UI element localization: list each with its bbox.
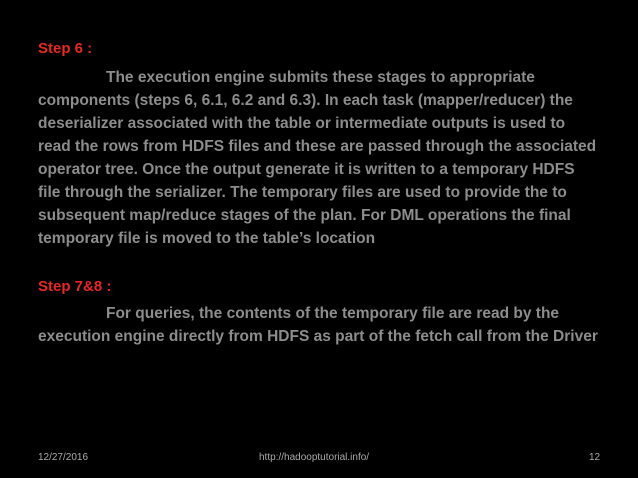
footer-url: http://hadooptutorial.info/ [259,452,370,463]
slide-number: 12 [589,452,601,463]
step-7-8-body: For queries, the contents of the temporary file are read by the execution engine directly from HDFS as part of the fetch call from the Driver [38,305,598,345]
step-7-8-heading: Step 7&8 : [38,278,112,295]
step-6-body: The execution engine submits these stages to appropriate components (steps 6, 6.1, 6.2 and 6.3). In each task (mapper/reducer) the deserializer associated with the table or intermediate outputs is used to read the rows from HDFS files and these are passed through the associated operator tree. Once the output generate it is written to a temporary HDFS file through the serializer. The temporary files are used to provide the to subsequent map/reduce stages of the plan. For DML operations the final temporary file is moved to the table’s location [38,69,597,247]
step-6-heading: Step 6 : [38,40,93,57]
footer-date: 12/27/2016 [38,452,89,463]
